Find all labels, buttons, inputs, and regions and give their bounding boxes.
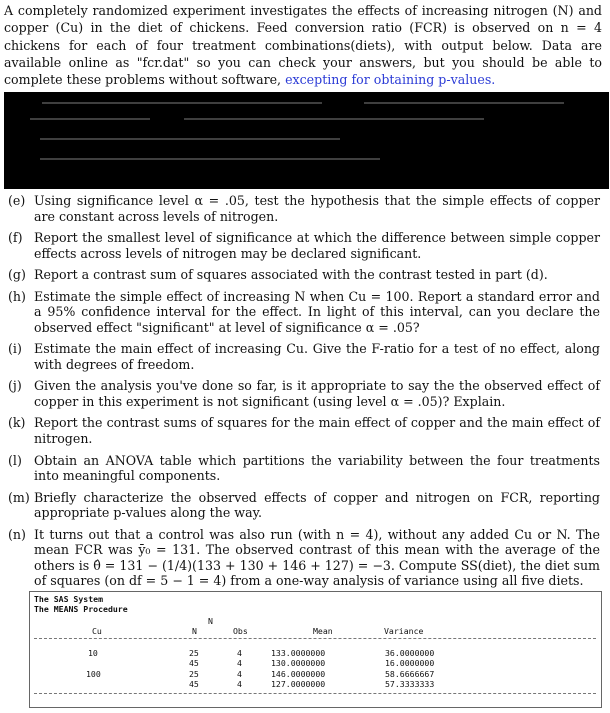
item-text: Briefly characterize the observed effects of copper and nitrogen on FCR, reporting appropriate p-values along the way.	[34, 489, 600, 521]
question-item	[0, 341, 600, 372]
sas-cell-n: 45	[189, 679, 199, 689]
sas-col-mean: Mean	[313, 626, 333, 636]
sas-output-box	[29, 591, 602, 708]
question-item	[0, 193, 600, 224]
sas-col-variance: Variance	[384, 626, 424, 636]
item-label: (j)	[8, 378, 22, 394]
item-text: Obtain an ANOVA table which partitions the variability between the four treatments into meaningful components.	[34, 452, 600, 484]
sas-cell-obs: 4	[237, 648, 242, 658]
item-label: (f)	[8, 230, 23, 246]
question-item	[0, 230, 600, 261]
sas-divider	[34, 638, 596, 639]
item-text: Estimate the main effect of increasing Cu. Give the F-ratio for a test of no effect, along with degrees of freedom.	[34, 341, 600, 372]
redacted-block	[4, 92, 609, 189]
sas-cell-n: 25	[189, 648, 199, 658]
sas-cell-mean: 133.0000000	[271, 648, 326, 658]
item-text: It turns out that a control was also run (with n = 4), without any added Cu or N. The mean FCR was ȳ₀ = 131. The observed contrast of this mean with the average of the others is θ̂ = 131 − (1/4)(133 + 130 + 146 + 127) = −3. Compute SS(diet), the diet sum of squares (on df = 5 − 1 = 4) from a one-way analysis of variance using all five diets.	[34, 526, 600, 589]
item-text: Report a contrast sum of squares associated with the contrast tested in part (d).	[34, 267, 548, 283]
sas-cell-cu: 100	[86, 669, 101, 679]
question-item	[0, 378, 600, 409]
sas-cell-cu: 10	[88, 648, 98, 658]
sas-cell-mean: 146.0000000	[271, 669, 326, 679]
sas-cell-obs: 4	[237, 658, 242, 668]
sas-cell-n: 25	[189, 669, 199, 679]
item-text: Report the contrast sums of squares for the main effect of copper and the main effect of nitrogen.	[34, 415, 600, 447]
item-label: (l)	[8, 452, 22, 468]
question-item	[0, 289, 600, 336]
item-label: (i)	[8, 341, 22, 357]
sas-cell-variance: 57.3333333	[385, 679, 435, 689]
sas-cell-mean: 127.0000000	[271, 679, 326, 689]
question-item	[0, 453, 600, 484]
item-label: (k)	[8, 415, 26, 431]
question-item	[0, 267, 600, 283]
item-label: (e)	[8, 193, 26, 208]
item-text: Report the smallest level of significance at which the difference between simple copper effects across levels of nitrogen may be declared significant.	[34, 230, 600, 261]
sas-divider	[34, 693, 596, 694]
sas-col-n: N	[192, 626, 197, 636]
question-item	[0, 527, 600, 589]
item-label: (h)	[8, 288, 26, 304]
question-item	[0, 415, 600, 446]
item-text: Using significance level α = .05, test the hypothesis that the simple effects of copper are constant across levels of nitrogen.	[34, 193, 600, 224]
sas-cell-variance: 58.6666667	[385, 669, 435, 679]
sas-cell-n: 45	[189, 658, 199, 668]
item-label: (m)	[8, 489, 30, 505]
sas-col-n-top: N	[208, 616, 213, 626]
sas-col-cu: Cu	[92, 626, 102, 636]
sas-procedure-title: The MEANS Procedure	[34, 604, 128, 614]
question-item	[0, 490, 600, 521]
item-text: Given the analysis you've done so far, is it appropriate to say the the observed effect of copper in this experiment is not significant (using level α = .05)? Explain.	[34, 378, 600, 409]
intro-paragraph	[4, 2, 602, 88]
sas-system-title: The SAS System	[34, 594, 104, 604]
sas-col-obs: Obs	[233, 626, 248, 636]
sas-cell-mean: 130.0000000	[271, 658, 326, 668]
sas-cell-obs: 4	[237, 669, 242, 679]
sas-cell-obs: 4	[237, 679, 242, 689]
sas-cell-variance: 36.0000000	[385, 648, 435, 658]
p-values-link[interactable]: excepting for obtaining p-values.	[285, 72, 496, 88]
sas-cell-variance: 16.0000000	[385, 658, 435, 668]
intro-text: A completely randomized experiment investigates the effects of increasing nitrogen (N) and copper (Cu) in the diet of chickens. Feed conversion ratio (FCR) is observed on n = 4 chickens for each of four treatment combinations(diets), with output below. Data are available online as "fcr.dat" so you can check your answers, but you should be able to complete these problems without software,	[4, 3, 602, 88]
item-label: (g)	[8, 267, 26, 283]
item-text: Estimate the simple effect of increasing N when Cu = 100. Report a standard error and a 95% confidence interval for the effect. In light of this interval, can you declare the observed effect "significant" at level of significance α = .05?	[34, 288, 600, 335]
question-list	[0, 193, 600, 595]
item-label: (n)	[8, 526, 26, 542]
